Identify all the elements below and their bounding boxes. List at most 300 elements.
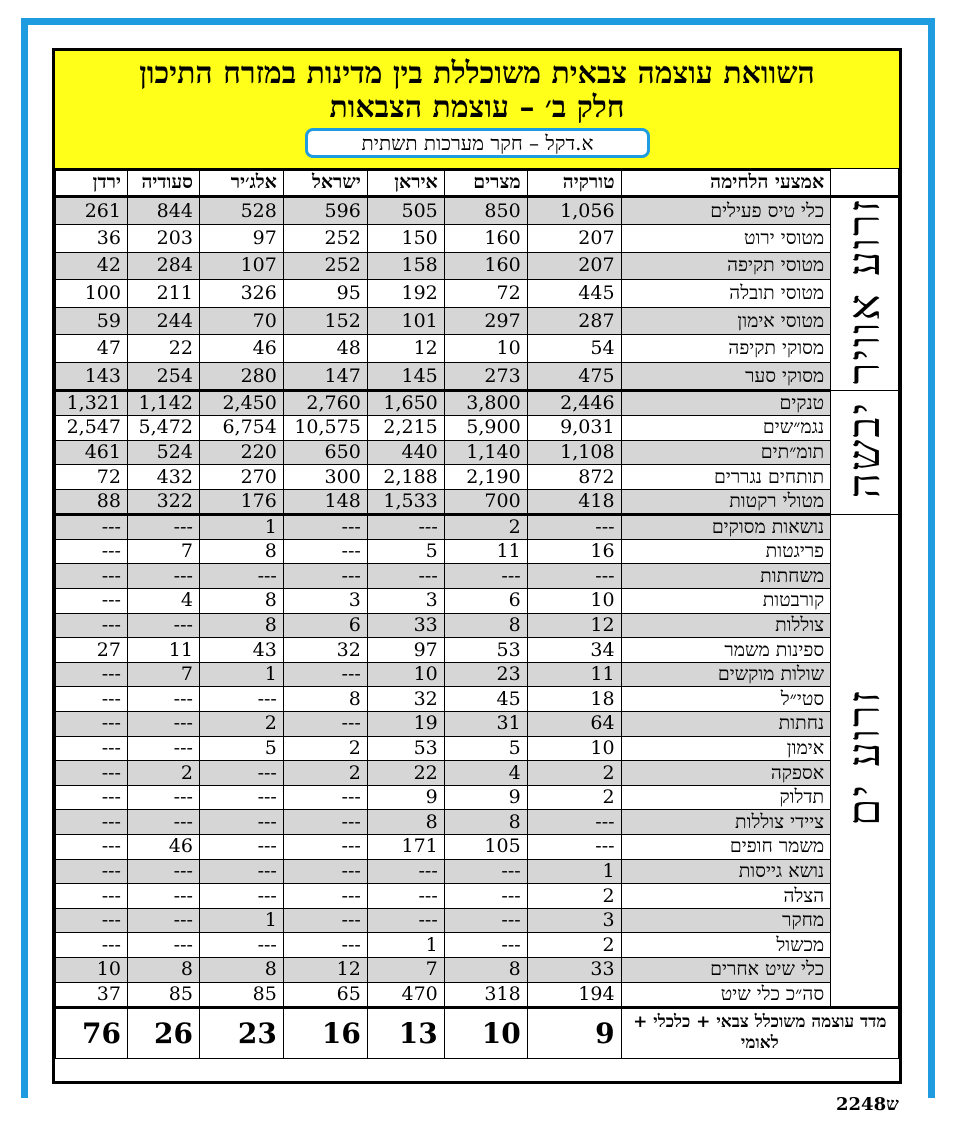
- value-cell-israel: ---: [283, 835, 367, 860]
- value-cell-turkey: 2,446: [527, 391, 621, 416]
- value-cell-jordan: ---: [56, 687, 128, 712]
- comparison-sheet: [52, 48, 902, 1084]
- value-cell-egypt: ---: [444, 884, 527, 909]
- table-row: [56, 465, 899, 490]
- value-cell-saudi: ---: [127, 712, 199, 737]
- column-header-turkey: טורקיה: [527, 169, 621, 197]
- value-cell-jordan: 47: [56, 335, 128, 363]
- value-cell-turkey: 11: [527, 662, 621, 687]
- value-cell-israel: ---: [283, 785, 367, 810]
- value-cell-turkey: 10: [527, 589, 621, 614]
- value-cell-egypt: 160: [444, 252, 527, 280]
- row-label: מטולי רקטות: [621, 489, 831, 514]
- value-cell-egypt: 4: [444, 761, 527, 786]
- value-cell-iran: 1: [367, 933, 444, 958]
- value-cell-algeria: ---: [199, 884, 283, 909]
- value-cell-iran: 505: [367, 197, 444, 225]
- value-cell-jordan: ---: [56, 810, 128, 835]
- row-label: שולות מוקשים: [621, 662, 831, 687]
- value-cell-saudi: 8: [127, 957, 199, 982]
- value-cell-iran: 1,650: [367, 391, 444, 416]
- value-cell-algeria: 1: [199, 662, 283, 687]
- value-cell-egypt: 23: [444, 662, 527, 687]
- value-cell-turkey: ---: [527, 564, 621, 589]
- value-cell-israel: ---: [283, 908, 367, 933]
- value-cell-egypt: 105: [444, 835, 527, 860]
- value-cell-iran: ---: [367, 859, 444, 884]
- row-label: תדלוק: [621, 785, 831, 810]
- value-cell-egypt: 2,190: [444, 465, 527, 490]
- table-header-row: [56, 169, 899, 197]
- value-cell-egypt: 8: [444, 957, 527, 982]
- value-cell-saudi: 524: [127, 440, 199, 465]
- value-cell-israel: 8: [283, 687, 367, 712]
- row-label: אספקה: [621, 761, 831, 786]
- table-row: [56, 335, 899, 363]
- value-cell-turkey: 194: [527, 982, 621, 1007]
- table-row: [56, 835, 899, 860]
- value-cell-iran: ---: [367, 564, 444, 589]
- value-cell-turkey: 418: [527, 489, 621, 514]
- value-cell-algeria: ---: [199, 933, 283, 958]
- value-cell-iran: 158: [367, 252, 444, 280]
- value-cell-iran: 53: [367, 736, 444, 761]
- value-cell-algeria: ---: [199, 810, 283, 835]
- value-cell-jordan: 27: [56, 638, 128, 663]
- value-cell-iran: ---: [367, 908, 444, 933]
- value-cell-algeria: 176: [199, 489, 283, 514]
- power-index-row: [56, 1007, 899, 1058]
- table-row: [56, 589, 899, 614]
- value-cell-saudi: 844: [127, 197, 199, 225]
- value-cell-iran: 8: [367, 810, 444, 835]
- value-cell-iran: 33: [367, 613, 444, 638]
- row-label: תומ״תים: [621, 440, 831, 465]
- value-cell-israel: ---: [283, 712, 367, 737]
- value-cell-algeria: 70: [199, 307, 283, 335]
- value-cell-saudi: 85: [127, 982, 199, 1007]
- value-cell-algeria: 5: [199, 736, 283, 761]
- value-cell-algeria: 2,450: [199, 391, 283, 416]
- table-row: [56, 810, 899, 835]
- value-cell-algeria: 97: [199, 225, 283, 253]
- value-cell-egypt: 11: [444, 539, 527, 564]
- power-index-iran: 13: [367, 1007, 444, 1058]
- row-label: מכשול: [621, 933, 831, 958]
- value-cell-turkey: 16: [527, 539, 621, 564]
- value-cell-jordan: ---: [56, 514, 128, 539]
- column-header-category: אמצעי הלחימה: [621, 169, 831, 197]
- section-label-sea: [831, 514, 899, 1007]
- value-cell-turkey: 54: [527, 335, 621, 363]
- row-label: ספינות משמר: [621, 638, 831, 663]
- value-cell-algeria: 326: [199, 280, 283, 308]
- value-cell-iran: 22: [367, 761, 444, 786]
- power-index-turkey: 9: [527, 1007, 621, 1058]
- value-cell-turkey: 475: [527, 363, 621, 391]
- row-label: מטוסי תקיפה: [621, 252, 831, 280]
- value-cell-egypt: 700: [444, 489, 527, 514]
- value-cell-egypt: 160: [444, 225, 527, 253]
- row-label: ציידי צוללות: [621, 810, 831, 835]
- title-banner: [55, 51, 899, 171]
- value-cell-israel: ---: [283, 514, 367, 539]
- value-cell-saudi: ---: [127, 884, 199, 909]
- value-cell-israel: ---: [283, 564, 367, 589]
- table-row: [56, 564, 899, 589]
- value-cell-israel: 148: [283, 489, 367, 514]
- value-cell-algeria: 280: [199, 363, 283, 391]
- value-cell-turkey: 287: [527, 307, 621, 335]
- value-cell-turkey: 64: [527, 712, 621, 737]
- row-label: נושאות מסוקים: [621, 514, 831, 539]
- value-cell-jordan: ---: [56, 835, 128, 860]
- row-label: תותחים נגררים: [621, 465, 831, 490]
- value-cell-israel: 65: [283, 982, 367, 1007]
- row-label: נושא גייסות: [621, 859, 831, 884]
- value-cell-algeria: 528: [199, 197, 283, 225]
- power-index-label: מדד עוצמה משוכלל צבאי + כלכלי + לאומי: [621, 1007, 898, 1058]
- table-row: [56, 957, 899, 982]
- table-row: [56, 761, 899, 786]
- value-cell-israel: ---: [283, 539, 367, 564]
- table-row: [56, 514, 899, 539]
- value-cell-iran: 3: [367, 589, 444, 614]
- value-cell-saudi: ---: [127, 564, 199, 589]
- page-subtitle: חלק ב׳ – עוצמת הצבאות: [329, 90, 625, 125]
- power-index-jordan: 76: [56, 1007, 128, 1058]
- value-cell-algeria: 46: [199, 335, 283, 363]
- row-label: צוללות: [621, 613, 831, 638]
- value-cell-egypt: 8: [444, 613, 527, 638]
- value-cell-israel: 2: [283, 761, 367, 786]
- value-cell-jordan: 36: [56, 225, 128, 253]
- value-cell-saudi: 7: [127, 662, 199, 687]
- section-label-land: [831, 391, 899, 515]
- value-cell-saudi: 244: [127, 307, 199, 335]
- value-cell-algeria: ---: [199, 761, 283, 786]
- value-cell-jordan: 261: [56, 197, 128, 225]
- value-cell-algeria: 43: [199, 638, 283, 663]
- value-cell-algeria: 85: [199, 982, 283, 1007]
- value-cell-jordan: ---: [56, 761, 128, 786]
- page-title: השוואת עוצמה צבאית משוכללת בין מדינות במזרח התיכון: [139, 56, 815, 91]
- value-cell-egypt: 5: [444, 736, 527, 761]
- value-cell-algeria: 1: [199, 908, 283, 933]
- value-cell-israel: 152: [283, 307, 367, 335]
- row-label: משחתות: [621, 564, 831, 589]
- row-label: הצלה: [621, 884, 831, 909]
- value-cell-egypt: 10: [444, 335, 527, 363]
- value-cell-israel: 3: [283, 589, 367, 614]
- value-cell-algeria: 2: [199, 712, 283, 737]
- power-index-israel: 16: [283, 1007, 367, 1058]
- value-cell-turkey: 2: [527, 884, 621, 909]
- column-header-israel: ישראל: [283, 169, 367, 197]
- value-cell-saudi: 22: [127, 335, 199, 363]
- section-label-air: [831, 197, 899, 391]
- value-cell-israel: 6: [283, 613, 367, 638]
- value-cell-turkey: ---: [527, 514, 621, 539]
- row-label: נגמ״שים: [621, 416, 831, 441]
- value-cell-turkey: 872: [527, 465, 621, 490]
- value-cell-jordan: ---: [56, 884, 128, 909]
- value-cell-jordan: 72: [56, 465, 128, 490]
- row-label: פריגטות: [621, 539, 831, 564]
- table-row: [56, 736, 899, 761]
- value-cell-algeria: 270: [199, 465, 283, 490]
- value-cell-turkey: 9,031: [527, 416, 621, 441]
- value-cell-israel: 2: [283, 736, 367, 761]
- table-row: [56, 982, 899, 1007]
- value-cell-jordan: ---: [56, 933, 128, 958]
- power-index-saudi: 26: [127, 1007, 199, 1058]
- table-row: [56, 363, 899, 391]
- row-label: מטוסי אימון: [621, 307, 831, 335]
- value-cell-saudi: 7: [127, 539, 199, 564]
- value-cell-saudi: 432: [127, 465, 199, 490]
- value-cell-turkey: 445: [527, 280, 621, 308]
- value-cell-egypt: 53: [444, 638, 527, 663]
- value-cell-iran: 150: [367, 225, 444, 253]
- value-cell-saudi: ---: [127, 810, 199, 835]
- value-cell-saudi: ---: [127, 933, 199, 958]
- row-label: סה״כ כלי שיט: [621, 982, 831, 1007]
- table-row: [56, 859, 899, 884]
- value-cell-egypt: 1,140: [444, 440, 527, 465]
- table-row: [56, 785, 899, 810]
- table-row: [56, 416, 899, 441]
- value-cell-jordan: ---: [56, 736, 128, 761]
- value-cell-saudi: 211: [127, 280, 199, 308]
- value-cell-saudi: 1,142: [127, 391, 199, 416]
- value-cell-israel: 596: [283, 197, 367, 225]
- table-row: [56, 225, 899, 253]
- value-cell-turkey: 12: [527, 613, 621, 638]
- value-cell-egypt: 273: [444, 363, 527, 391]
- value-cell-israel: ---: [283, 884, 367, 909]
- value-cell-algeria: 107: [199, 252, 283, 280]
- row-label: משמר חופים: [621, 835, 831, 860]
- value-cell-jordan: ---: [56, 613, 128, 638]
- column-header-section: [831, 169, 899, 197]
- value-cell-turkey: 18: [527, 687, 621, 712]
- value-cell-egypt: 5,900: [444, 416, 527, 441]
- column-header-saudi: סעודיה: [127, 169, 199, 197]
- value-cell-jordan: 37: [56, 982, 128, 1007]
- value-cell-iran: ---: [367, 884, 444, 909]
- table-row: [56, 613, 899, 638]
- power-index-egypt: 10: [444, 1007, 527, 1058]
- table-row: [56, 197, 899, 225]
- row-label: כלי טיס פעילים: [621, 197, 831, 225]
- table-row: [56, 884, 899, 909]
- value-cell-turkey: 2: [527, 785, 621, 810]
- value-cell-saudi: 254: [127, 363, 199, 391]
- table-row: [56, 687, 899, 712]
- value-cell-jordan: ---: [56, 859, 128, 884]
- value-cell-egypt: 31: [444, 712, 527, 737]
- table-row: [56, 933, 899, 958]
- value-cell-algeria: 8: [199, 613, 283, 638]
- value-cell-egypt: ---: [444, 933, 527, 958]
- value-cell-israel: 32: [283, 638, 367, 663]
- value-cell-jordan: 2,547: [56, 416, 128, 441]
- value-cell-iran: 101: [367, 307, 444, 335]
- value-cell-israel: ---: [283, 662, 367, 687]
- row-label: קורבטות: [621, 589, 831, 614]
- value-cell-egypt: 8: [444, 810, 527, 835]
- value-cell-iran: 97: [367, 638, 444, 663]
- value-cell-iran: 5: [367, 539, 444, 564]
- power-index-algeria: 23: [199, 1007, 283, 1058]
- section-label-text: זרוע אוויר: [839, 198, 891, 385]
- value-cell-egypt: 3,800: [444, 391, 527, 416]
- value-cell-saudi: ---: [127, 613, 199, 638]
- value-cell-egypt: 297: [444, 307, 527, 335]
- author-badge: א.דקל – חקר מערכות תשתית: [305, 128, 650, 158]
- value-cell-jordan: ---: [56, 712, 128, 737]
- value-cell-israel: ---: [283, 859, 367, 884]
- value-cell-saudi: 284: [127, 252, 199, 280]
- value-cell-iran: 2,188: [367, 465, 444, 490]
- value-cell-iran: 9: [367, 785, 444, 810]
- value-cell-israel: 650: [283, 440, 367, 465]
- value-cell-israel: 252: [283, 225, 367, 253]
- value-cell-algeria: 6,754: [199, 416, 283, 441]
- value-cell-jordan: 143: [56, 363, 128, 391]
- row-label: מחקר: [621, 908, 831, 933]
- value-cell-israel: 12: [283, 957, 367, 982]
- value-cell-turkey: 2: [527, 933, 621, 958]
- value-cell-jordan: ---: [56, 785, 128, 810]
- value-cell-iran: 1,533: [367, 489, 444, 514]
- value-cell-jordan: ---: [56, 539, 128, 564]
- value-cell-iran: 10: [367, 662, 444, 687]
- value-cell-jordan: ---: [56, 662, 128, 687]
- value-cell-turkey: 1: [527, 859, 621, 884]
- value-cell-turkey: 34: [527, 638, 621, 663]
- value-cell-turkey: 1,056: [527, 197, 621, 225]
- row-label: מסוקי סער: [621, 363, 831, 391]
- value-cell-algeria: ---: [199, 785, 283, 810]
- value-cell-algeria: 220: [199, 440, 283, 465]
- value-cell-saudi: ---: [127, 859, 199, 884]
- value-cell-saudi: ---: [127, 908, 199, 933]
- value-cell-iran: 2,215: [367, 416, 444, 441]
- value-cell-turkey: 207: [527, 252, 621, 280]
- value-cell-saudi: ---: [127, 514, 199, 539]
- table-row: [56, 489, 899, 514]
- value-cell-algeria: 8: [199, 539, 283, 564]
- table-row: [56, 662, 899, 687]
- row-label: טנקים: [621, 391, 831, 416]
- table-row: [56, 280, 899, 308]
- value-cell-israel: 252: [283, 252, 367, 280]
- row-label: אימון: [621, 736, 831, 761]
- value-cell-iran: 470: [367, 982, 444, 1007]
- row-label: נחתות: [621, 712, 831, 737]
- value-cell-algeria: ---: [199, 835, 283, 860]
- value-cell-saudi: 322: [127, 489, 199, 514]
- value-cell-israel: 48: [283, 335, 367, 363]
- row-label: מטוסי תובלה: [621, 280, 831, 308]
- value-cell-turkey: 2: [527, 761, 621, 786]
- value-cell-algeria: 1: [199, 514, 283, 539]
- value-cell-jordan: 59: [56, 307, 128, 335]
- value-cell-turkey: 1,108: [527, 440, 621, 465]
- value-cell-saudi: ---: [127, 785, 199, 810]
- table-row: [56, 307, 899, 335]
- value-cell-saudi: 11: [127, 638, 199, 663]
- value-cell-iran: 7: [367, 957, 444, 982]
- value-cell-algeria: ---: [199, 687, 283, 712]
- value-cell-turkey: ---: [527, 810, 621, 835]
- value-cell-egypt: ---: [444, 908, 527, 933]
- value-cell-israel: 300: [283, 465, 367, 490]
- table-row: [56, 252, 899, 280]
- value-cell-iran: 32: [367, 687, 444, 712]
- value-cell-israel: 10,575: [283, 416, 367, 441]
- value-cell-egypt: 6: [444, 589, 527, 614]
- row-label: מסוקי תקיפה: [621, 335, 831, 363]
- section-label-text: יבשה: [839, 400, 891, 499]
- value-cell-egypt: 45: [444, 687, 527, 712]
- value-cell-israel: 147: [283, 363, 367, 391]
- value-cell-algeria: 8: [199, 589, 283, 614]
- value-cell-turkey: 10: [527, 736, 621, 761]
- value-cell-egypt: 9: [444, 785, 527, 810]
- value-cell-iran: ---: [367, 514, 444, 539]
- value-cell-iran: 171: [367, 835, 444, 860]
- value-cell-algeria: ---: [199, 859, 283, 884]
- value-cell-israel: ---: [283, 933, 367, 958]
- value-cell-saudi: 5,472: [127, 416, 199, 441]
- value-cell-jordan: 42: [56, 252, 128, 280]
- value-cell-egypt: 2: [444, 514, 527, 539]
- table-row: [56, 908, 899, 933]
- value-cell-iran: 12: [367, 335, 444, 363]
- value-cell-iran: 440: [367, 440, 444, 465]
- value-cell-israel: 2,760: [283, 391, 367, 416]
- value-cell-saudi: 203: [127, 225, 199, 253]
- column-header-iran: איראן: [367, 169, 444, 197]
- value-cell-egypt: ---: [444, 564, 527, 589]
- value-cell-iran: 192: [367, 280, 444, 308]
- value-cell-jordan: ---: [56, 564, 128, 589]
- value-cell-turkey: 3: [527, 908, 621, 933]
- value-cell-egypt: 318: [444, 982, 527, 1007]
- column-header-jordan: ירדן: [56, 169, 128, 197]
- row-label: סטי״ל: [621, 687, 831, 712]
- value-cell-saudi: 4: [127, 589, 199, 614]
- value-cell-jordan: ---: [56, 589, 128, 614]
- column-header-algeria: אלג׳יר: [199, 169, 283, 197]
- military-comparison-table: [55, 168, 899, 1059]
- value-cell-egypt: 850: [444, 197, 527, 225]
- row-label: כלי שיט אחרים: [621, 957, 831, 982]
- value-cell-jordan: 88: [56, 489, 128, 514]
- section-label-text: זרוע ים: [839, 688, 891, 826]
- value-cell-iran: 145: [367, 363, 444, 391]
- value-cell-jordan: 10: [56, 957, 128, 982]
- value-cell-israel: 95: [283, 280, 367, 308]
- table-row: [56, 638, 899, 663]
- document-code: ש2248: [836, 1094, 899, 1115]
- value-cell-israel: ---: [283, 810, 367, 835]
- value-cell-turkey: ---: [527, 835, 621, 860]
- value-cell-jordan: 100: [56, 280, 128, 308]
